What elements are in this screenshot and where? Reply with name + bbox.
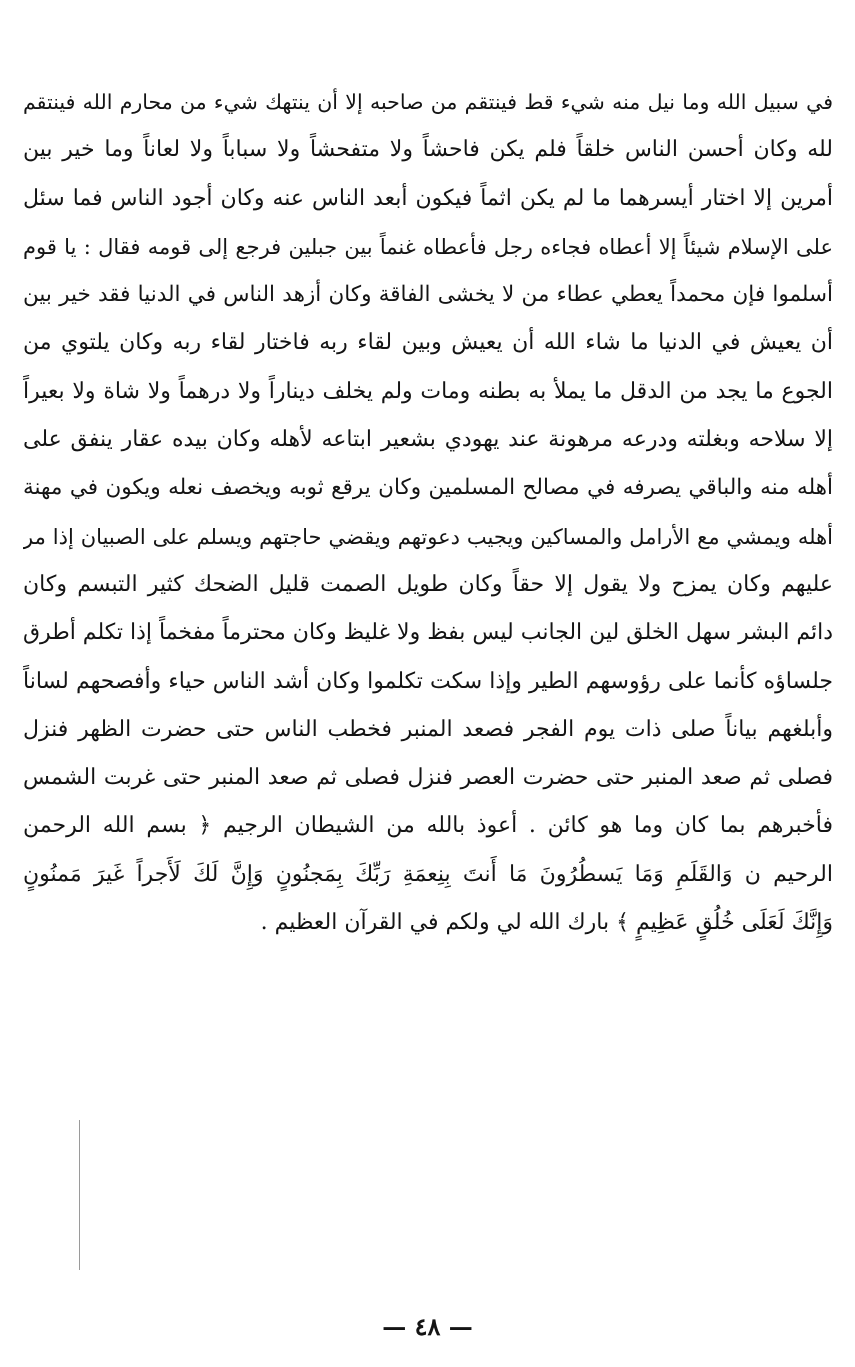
text-line-15: فصلى ثم صعد المنبر حتى حضرت العصر فنزل فصلى ثم صعد المنبر حتى غربت الشمس	[23, 765, 833, 791]
text-line-13: جلساؤه كأنما على رؤوسهم الطير وإذا سكت تكلموا وكان أشد الناس حياء وأفصحهم لساناً	[23, 668, 833, 694]
text-line-2: لله وكان أحسن الناس خلقاً فلم يكن فاحشاً ولا متفحشاً ولا سباباً ولا لعاناً وما خير بين	[23, 137, 833, 163]
text-line-18: وَإِنَّكَ لَعَلَى خُلُقٍ عَظِيمٍ ﴾ بارك الله لي ولكم في القرآن العظيم .	[260, 910, 833, 936]
text-line-10: أهله ويمشي مع الأرامل والمساكين ويجيب دعوتهم ويقضي حاجتهم ويسلم على الصبيان إذا مر	[23, 524, 833, 549]
page-number: — ٤٨ —	[382, 1312, 473, 1341]
text-line-17: الرحيم ن وَالقَلَمِ وَمَا يَسطُرُونَ مَا أَنتَ بِنِعمَةِ رَبِّكَ بِمَجنُونٍ وَإِنَّ لَكَ لَأَجراً غَيرَ مَمنُونٍ	[23, 861, 833, 887]
text-line-16: فأخبرهم بما كان وما هو كائن . أعوذ بالله من الشيطان الرجيم ﴿ بسم الله الرحمن	[23, 813, 833, 839]
margin-rule	[79, 1120, 80, 1270]
text-line-14: وأبلغهم بياناً صلى ذات يوم الفجر فصعد المنبر فخطب الناس حتى حضرت الظهر فنزل	[23, 716, 833, 742]
text-line-1: في سبيل الله وما نيل منه شيء قط فينتقم من صاحبه إلا أن ينتهك شيء من محارم الله فينتقم	[23, 90, 833, 114]
text-line-4: على الإسلام شيئاً إلا أعطاه فجاءه رجل فأعطاه غنماً بين جبلين فرجع إلى قومه فقال : يا قوم	[23, 234, 833, 259]
text-line-8: إلا سلاحه وبغلته ودرعه مرهونة عند يهودي بشعير ابتاعه لأهله وكان بيده عقار ينفق على	[23, 427, 833, 453]
text-line-7: الجوع ما يجد من الدقل ما يملأ به بطنه ومات ولم يخلف ديناراً ولا درهماً ولا شاة ولا بعيراً	[23, 378, 833, 404]
body-text	[23, 78, 833, 947]
text-line-11: عليهم وكان يمزح ولا يقول إلا حقاً وكان طويل الصمت قليل الضحك كثير التبسم وكان	[23, 571, 833, 597]
text-line-9: أهله منه والباقي يصرفه في مصالح المسلمين وكان يرقع ثوبه ويخصف نعله ويكون في مهنة	[23, 475, 833, 501]
text-line-5: أسلموا فإن محمداً يعطي عطاء من لا يخشى الفاقة وكان أزهد الناس في الدنيا فقد خير بين	[23, 282, 833, 308]
text-line-6: أن يعيش في الدنيا ما شاء الله أن يعيش وبين لقاء ربه فاختار لقاء ربه وكان يلتوي من	[23, 330, 833, 356]
text-line-12: دائم البشر سهل الخلق لين الجانب ليس بفظ ولا غليظ وكان محترماً مفخماً إذا تكلم أطرق	[23, 620, 833, 646]
text-line-3: أمرين إلا اختار أيسرهما ما لم يكن اثماً فيكون أبعد الناس عنه وكان أجود الناس فما سئل	[23, 185, 833, 211]
